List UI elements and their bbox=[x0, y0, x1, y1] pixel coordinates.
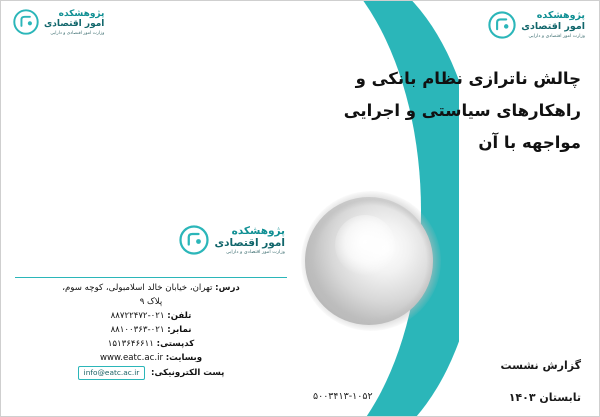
document-code: ۵۰۰۳۴۱۳-۱۰۵۲ bbox=[313, 391, 373, 402]
report-kind-label: گزارش نشست bbox=[500, 359, 581, 372]
logo-line-3: وزارت امور اقتصادی و دارایی bbox=[226, 250, 285, 256]
logo-line-1: پژوهشکده bbox=[536, 10, 585, 21]
website-row[interactable] bbox=[15, 352, 287, 366]
address-value-1: تهران، خیابان خالد اسلامبولی، کوچه سوم، bbox=[62, 283, 213, 293]
report-title-line-1: چالش ناترازی نظام بانکی و bbox=[355, 69, 581, 88]
contact-info-block bbox=[15, 277, 287, 380]
front-cover-logo bbox=[488, 11, 585, 39]
fax-label: نمابر: bbox=[167, 324, 192, 335]
address-value-2: پلاک ۹ bbox=[139, 296, 163, 307]
logo-line-2: امور اقتصادی bbox=[44, 19, 105, 30]
phone-label: تلفن: bbox=[167, 310, 192, 321]
logo-line-2: امور اقتصادی bbox=[214, 237, 285, 250]
fax-row bbox=[15, 324, 287, 338]
postal-code-row bbox=[15, 338, 287, 352]
back-cover-logo-text bbox=[44, 9, 104, 36]
sphere-highlight-graphic bbox=[335, 215, 395, 275]
report-title-line-3: مواجهه با آن bbox=[478, 133, 581, 153]
back-cover-panel bbox=[1, 1, 302, 417]
report-title bbox=[323, 63, 581, 160]
address-row-1 bbox=[15, 282, 287, 296]
address-logo-text bbox=[215, 225, 285, 256]
logo-line-2: امور اقتصادی bbox=[521, 20, 585, 32]
front-cover-logo-text bbox=[521, 11, 585, 39]
logo-line-3: وزارت امور اقتصادی و دارایی bbox=[50, 30, 105, 36]
back-cover-logo bbox=[13, 9, 104, 36]
address-label: درس: bbox=[215, 283, 240, 293]
email-value[interactable]: info@eatc.ac.ir bbox=[78, 366, 146, 380]
logo-line-3: وزارت امور اقتصادی و دارایی bbox=[528, 33, 585, 39]
phone-row bbox=[15, 310, 287, 324]
publication-season: تابستان ۱۴۰۳ bbox=[508, 391, 581, 404]
address-row-2 bbox=[15, 296, 287, 310]
phone-value: ۰۲۱-۸۸۷۲۲۴۷۲ bbox=[110, 310, 165, 321]
logo-line-1: پژوهشکده bbox=[231, 225, 285, 237]
email-row[interactable] bbox=[15, 366, 287, 381]
website-value[interactable]: www.eatc.ac.ir bbox=[99, 352, 163, 363]
institute-logo-icon bbox=[13, 9, 39, 35]
fax-value: ۰۲۱-۸۸۱۰۰۳۶۳ bbox=[110, 324, 165, 335]
logo-line-1: پژوهشکده bbox=[58, 9, 105, 19]
postal-code-value: ۱۵۱۳۶۴۶۶۱۱ bbox=[107, 338, 154, 349]
email-label: پست الکترونیکی: bbox=[151, 367, 225, 378]
institute-logo-icon bbox=[488, 11, 516, 39]
front-cover-panel bbox=[299, 1, 599, 417]
website-label: وبسایت: bbox=[165, 352, 203, 363]
back-cover-address-logo bbox=[179, 225, 285, 256]
institute-logo-icon bbox=[179, 225, 209, 255]
report-title-line-2: راهکارهای سیاستی و اجرایی bbox=[343, 101, 581, 121]
postal-code-label: کدپستی: bbox=[156, 338, 195, 349]
